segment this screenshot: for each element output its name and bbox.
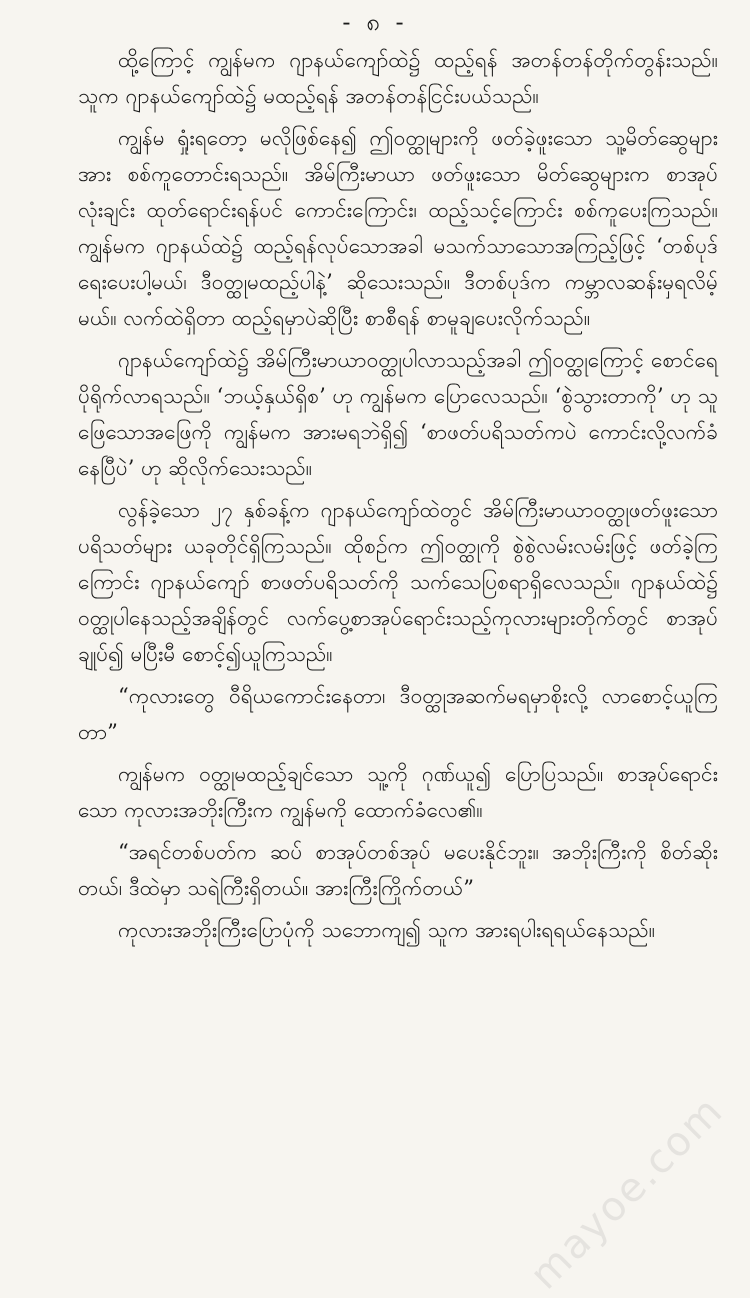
paragraph: ကျွန်မ ရှုံးရတော့ မလိုဖြစ်နေ၍ ဤဝတ္ထုများကို ဖတ်ခဲ့ဖူးသော သူ့မိတ်ဆွေများအား စစ်ကူတောင်းရသည်။ အိမ်ကြီးမာယာ ဖတ်ဖူးသော မိတ်ဆွေများက စာအုပ်လုံးချင်း ထုတ်ရောင်းရန်ပင် ကောင်းကြောင်း၊ ထည့်သင့်ကြောင်း စစ်ကူပေးကြသည်။ ကျွန်မက ဂျာနယ်ထဲ၌ ထည့်ရန်လုပ်သောအခါ မသက်သာသောအကြည့်ဖြင့် ‘တစ်ပုဒ်ရေးပေးပါ့မယ်၊ ဒီဝတ္ထုမထည့်ပါနဲ့’ ဆိုသေးသည်။ ဒီတစ်ပုဒ်က ကမ္ဘာလဆန်းမှရလိမ့်မယ်။ လက်ထဲရှိတာ ထည့်ရမှာပဲဆိုပြီး စာစီရန် စာမူချပေးလိုက်သည်။ bbox=[78, 126, 718, 330]
dialogue-paragraph: “ကုလားတွေ ဝီရိယကောင်းနေတာ၊ ဒီဝတ္ထုအဆက်မရမှာစိုးလို့ လာစောင့်ယူကြတာ” bbox=[78, 684, 718, 744]
watermark: mayoe.com bbox=[521, 1087, 732, 1298]
paragraph: လွန်ခဲ့သော ၂၇ နှစ်ခန့်က ဂျာနယ်ကျော်ထဲတွင် အိမ်ကြီးမာယာဝတ္ထုဖတ်ဖူးသော ပရိသတ်များ ယခုတိုင်ရှိကြသည်။ ထိုစဉ်က ဤဝတ္ထုကို စွဲစွဲလမ်းလမ်းဖြင့် ဖတ်ခဲ့ကြကြောင်း ဂျာနယ်ကျော် စာဖတ်ပရိသတ်ကို သက်သေပြစရာရှိလေသည်။ ဂျာနယ်ထဲ၌ ဝတ္ထုပါနေသည့်အချိန်တွင် လက်ပွေ့စာအုပ်ရောင်းသည့်ကုလားများတိုက်တွင် စာအုပ်ချုပ်၍ မပြီးမီ စောင့်၍ယူကြသည်။ bbox=[78, 498, 718, 666]
paragraph: ဂျာနယ်ကျော်ထဲ၌ အိမ်ကြီးမာယာဝတ္ထုပါလာသည့်အခါ ဤဝတ္ထုကြောင့် စောင်ရေပိုရိုက်လာရသည်။ ‘ဘယ့်နှယ်ရှိစ’ ဟု ကျွန်မက ပြောလေသည်။ ‘စွဲသွားတာကို’ ဟု သူဖြေသောအဖြေကို ကျွန်မက အားမရဘဲရှိ၍ ‘စာဖတ်ပရိသတ်ကပဲ ကောင်းလို့လက်ခံနေပြီပဲ’ ဟု ဆိုလိုက်သေးသည်။ bbox=[78, 348, 718, 480]
paragraph: ကျွန်မက ဝတ္ထုမထည့်ချင်သော သူ့ကို ဂုဏ်ယူ၍ ပြောပြသည်။ စာအုပ်ရောင်းသော ကုလားအဘိုးကြီးက ကျွန်မကို ထောက်ခံလေ၏။ bbox=[78, 762, 718, 822]
body-text bbox=[78, 42, 718, 954]
page-number: - ၈ - bbox=[342, 8, 408, 36]
paragraph: ထို့ကြောင့် ကျွန်မက ဂျာနယ်ကျော်ထဲ၌ ထည့်ရန် အတန်တန်တိုက်တွန်းသည်။ သူက ဂျာနယ်ကျော်ထဲ၌ မထည့်ရန် အတန်တန်ငြင်းပယ်သည်။ bbox=[78, 48, 718, 108]
dialogue-paragraph: “အရင်တစ်ပတ်က ဆပ် စာအုပ်တစ်အုပ် မပေးနိုင်ဘူး။ အဘိုးကြီးကို စိတ်ဆိုးတယ်၊ ဒီထဲမှာ သရဲကြီးရှိတယ်။ အားကြီးကြိုက်တယ်” bbox=[78, 840, 718, 900]
paragraph: ကုလားအဘိုးကြီးပြောပုံကို သဘောကျ၍ သူက အားရပါးရရယ်နေသည်။ bbox=[118, 918, 656, 942]
